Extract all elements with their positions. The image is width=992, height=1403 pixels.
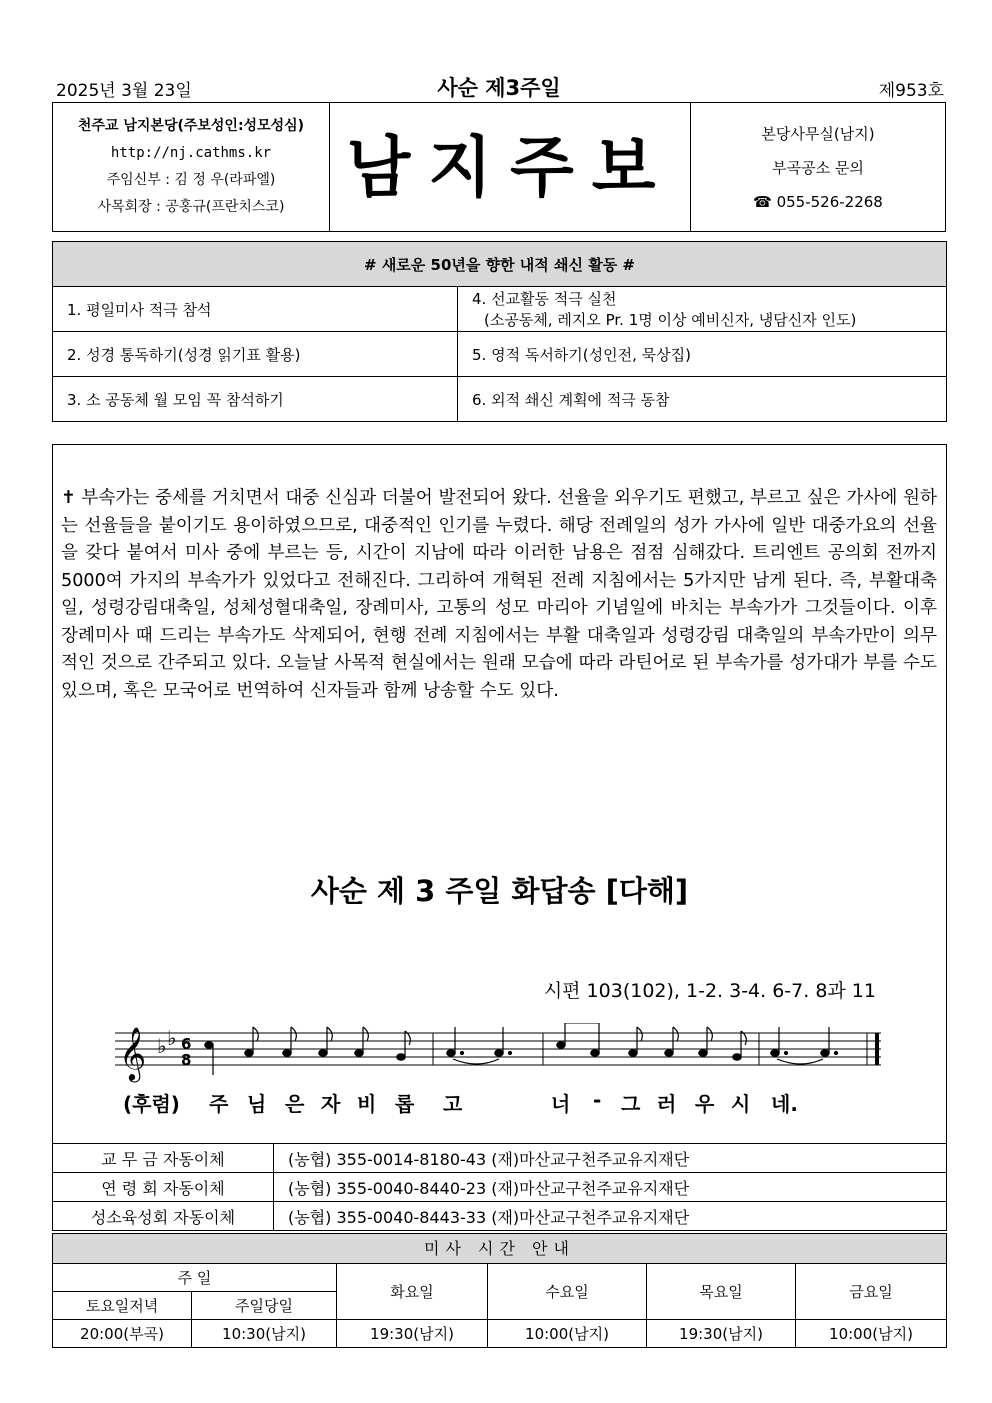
article-box [52, 444, 947, 1144]
sunday-header: 주 일 [53, 1264, 337, 1292]
time-signature-top: 6 [181, 1035, 192, 1053]
office-contact [691, 103, 945, 231]
parish-url[interactable]: http://nj.cathms.kr [110, 145, 272, 161]
phone-number: ☎ 055-526-2268 [753, 193, 883, 211]
goals-heading: # 새로운 50년을 향한 내적 쇄신 활동 # [53, 242, 947, 287]
account-label: 연 령 회 자동이체 [53, 1173, 274, 1202]
mass-schedule-title: 미사 시간 안내 [52, 1233, 947, 1264]
psalm-title: 사순 제 3 주일 화답송 [다해] [310, 874, 689, 908]
lyric-syllable: 고 [443, 1092, 463, 1116]
account-value: (농협) 355-0014-8180-43 (재)마산교구천주교유지재단 [274, 1144, 947, 1173]
mass-time: 10:00(남지) [796, 1320, 947, 1348]
flat-sign-icon: ♭ [157, 1034, 167, 1058]
thursday-header: 목요일 [647, 1264, 796, 1320]
table-row [53, 1144, 947, 1173]
newsletter-title: 남지주보 [346, 128, 674, 206]
issue-date: 2025년 3월 23일 [56, 81, 192, 101]
mass-time: 10:30(남지) [192, 1320, 337, 1348]
parish-info [53, 103, 330, 231]
table-row [53, 1202, 947, 1231]
refrain-label: (후렴) [123, 1092, 180, 1116]
saturday-evening-header: 토요일저녁 [53, 1292, 192, 1320]
lyric-syllable: 러 [657, 1092, 677, 1116]
pastor-name: 주임신부 : 김 정 우(라파엘) [106, 172, 276, 188]
account-label: 성소육성회 자동이체 [53, 1202, 274, 1231]
mass-time: 20:00(부곡) [53, 1320, 192, 1348]
council-chair: 사목회장 : 공홍규(프란치스코) [97, 199, 285, 215]
goal-item: 2. 성경 통독하기(성경 읽기표 활용) [53, 332, 458, 377]
mass-schedule-table [52, 1263, 947, 1348]
wednesday-header: 수요일 [488, 1264, 647, 1320]
time-signature-bottom: 8 [181, 1051, 192, 1069]
lyric-syllable: 너 [551, 1092, 571, 1116]
mass-time: 10:00(남지) [488, 1320, 647, 1348]
goal-item-title: 4. 선교활동 적극 실천 [472, 290, 617, 308]
flat-sign-icon: ♭ [167, 1026, 177, 1050]
lyric-syllable: 롭 [395, 1092, 415, 1116]
liturgical-sunday: 사순 제3주일 [437, 76, 561, 100]
office-name: 본당사무실(남지) [761, 125, 875, 143]
issue-topline [52, 72, 946, 102]
lyric-syllable: 은 [285, 1092, 305, 1116]
account-value: (농협) 355-0040-8443-33 (재)마산교구천주교유지재단 [274, 1202, 947, 1231]
newsletter-title-cell [330, 103, 691, 231]
lyric-syllable: 자 [321, 1092, 341, 1116]
goal-item [458, 287, 947, 332]
goal-item: 5. 영적 독서하기(성인전, 묵상집) [458, 332, 947, 377]
table-row [53, 1320, 947, 1348]
mass-time: 19:30(남지) [647, 1320, 796, 1348]
account-value: (농협) 355-0040-8440-23 (재)마산교구천주교유지재단 [274, 1173, 947, 1202]
table-row [53, 1173, 947, 1202]
lyric-syllable: 네. [771, 1092, 798, 1116]
tuesday-header: 화요일 [337, 1264, 488, 1320]
auto-transfer-accounts [52, 1143, 947, 1231]
lyric-syllable: 우 [695, 1092, 715, 1116]
treble-clef-icon: 𝄞 [119, 1026, 147, 1080]
renewal-goals-table [52, 241, 947, 422]
music-score [115, 1023, 885, 1089]
goal-item-detail: (소공동체, 레지오 Pr. 1명 이상 예비신자, 냉담신자 인도) [484, 311, 857, 329]
parish-name: 천주교 남지본당(주보성인:성모성심) [77, 118, 305, 134]
goal-item: 6. 외적 쇄신 계획에 적극 동참 [458, 377, 947, 422]
article-paragraph: ✝ 부속가는 중세를 거치면서 대중 신심과 더불어 발전되어 왔다. 선율을 외우기도 편했고, 부르고 싶은 가사에 원하는 선율들을 붙이기도 용이하였으므로, 대중적인 인기를 누렸다. 해당 전례일의 성가 가사에 일반 대중가요의 선율을 갖다 붙여서 미사 중에 부르는 등, 시간이 지남에 따라 이러한 남용은 점점 심해갔다. 트리엔트 공의회 전까지 5000여 가지의 부속가가 있었다고 전해진다. 그리하여 개혁된 전례 지침에서는 5가지만 남게 된다. 즉, 부활대축일, 성령강림대축일, 성체성혈대축일, 장례미사, 고통의 성모 마리아 기념일에 바치는 부속가가 그것들이다. 이후 장례미사 때 드리는 부속가도 삭제되어, 현행 전례 지침에서는 부활 대축일과 성령강림 대축일의 부속가만이 의무적인 것으로 간주되고 있다. 오늘날 사목적 현실에서는 원래 모습에 따라 라틴어로 된 부속가를 성가대가 부를 수도 있으며, 혹은 모국어로 번역하여 신자들과 함께 낭송할 수도 있다. [61, 488, 937, 701]
lyric-syllable: 님 [247, 1092, 267, 1116]
friday-header: 금요일 [796, 1264, 947, 1320]
psalm-reference: 시편 103(102), 1-2. 3-4. 6-7. 8과 11 [543, 980, 876, 1002]
lyric-syllable: - [593, 1088, 602, 1112]
masthead [52, 102, 946, 232]
lyric-syllable: 주 [209, 1092, 229, 1116]
lyric-syllable: 시 [731, 1092, 751, 1116]
sunday-day-header: 주일당일 [192, 1292, 337, 1320]
lyric-syllable: 비 [357, 1092, 377, 1116]
issue-number: 제953호 [878, 81, 944, 101]
mass-time: 19:30(남지) [337, 1320, 488, 1348]
account-label: 교 무 금 자동이체 [53, 1144, 274, 1173]
inquiry-label: 부곡공소 문의 [772, 159, 864, 177]
goal-item: 3. 소 공동체 월 모임 꼭 참석하기 [53, 377, 458, 422]
lyric-syllable: 그 [621, 1092, 641, 1116]
goal-item: 1. 평일미사 적극 참석 [53, 287, 458, 332]
